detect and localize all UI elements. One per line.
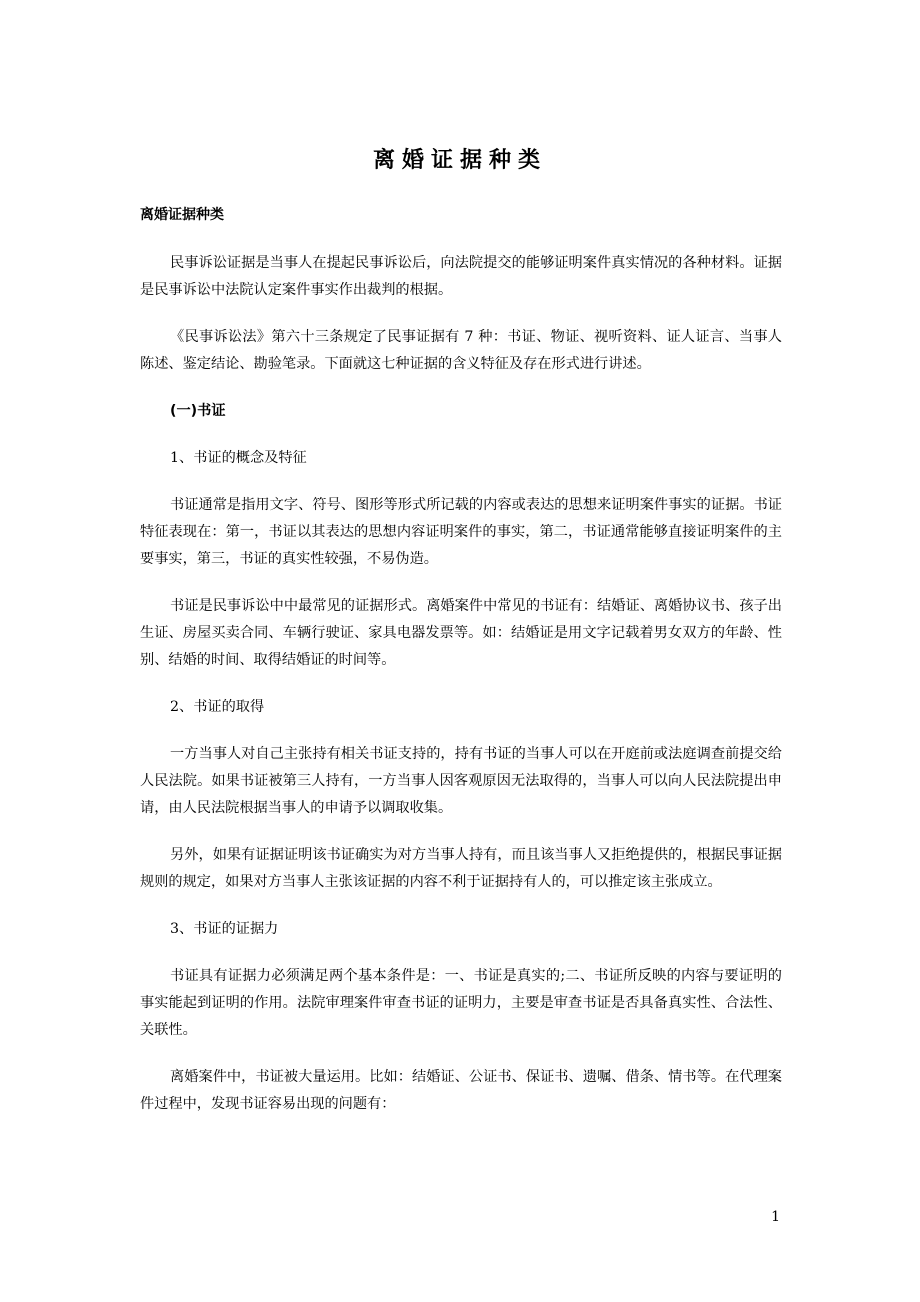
paragraph: 书证具有证据力必须满足两个基本条件是：一、书证是真实的;二、书证所反映的内容与要证明的事实能起到证明的作用。法院审理案件审查书证的证明力，主要是审查书证是否具备真实性、合法性、关联性。 bbox=[140, 968, 782, 1038]
paragraph: 书证通常是指用文字、符号、图形等形式所记载的内容或表达的思想来证明案件事实的证据。书证特征表现在：第一，书证以其表达的思想内容证明案件的事实，第二，书证通常能够直接证明案件的主要事实，第三，书证的真实性较强，不易伪造。 bbox=[140, 497, 782, 567]
subsection-heading: 1、书证的概念及特征 bbox=[170, 450, 307, 466]
paragraph: 《民事诉讼法》第六十三条规定了民事证据有 7 种：书证、物证、视听资料、证人证言、当事人陈述、鉴定结论、勘验笔录。下面就这七种证据的含义特征及存在形式进行讲述。 bbox=[140, 329, 782, 372]
paragraph: 一方当事人对自己主张持有相关书证支持的，持有书证的当事人可以在开庭前或法庭调查前提交给人民法院。如果书证被第三人持有，一方当事人因客观原因无法取得的，当事人可以向人民法院提出申请，由人民法院根据当事人的申请予以调取收集。 bbox=[140, 746, 782, 816]
subsection-heading: 2、书证的取得 bbox=[170, 699, 265, 715]
paragraph: 书证是民事诉讼中中最常见的证据形式。离婚案件中常见的书证有：结婚证、离婚协议书、孩子出生证、房屋买卖合同、车辆行驶证、家具电器发票等。如：结婚证是用文字记载着男女双方的年龄、性别、结婚的时间、取得结婚证的时间等。 bbox=[140, 598, 782, 668]
page-number: 1 bbox=[771, 1209, 780, 1225]
document-subtitle: 离婚证据种类 bbox=[140, 207, 224, 223]
document-title: 离婚证据种类 bbox=[372, 148, 547, 173]
document-body bbox=[140, 250, 782, 1138]
paragraph: 离婚案件中，书证被大量运用。比如：结婚证、公证书、保证书、遗嘱、借条、情书等。在代理案件过程中，发现书证容易出现的问题有： bbox=[140, 1069, 782, 1112]
paragraph: 民事诉讼证据是当事人在提起民事诉讼后，向法院提交的能够证明案件真实情况的各种材料。证据是民事诉讼中法院认定案件事实作出裁判的根据。 bbox=[140, 255, 782, 298]
paragraph: 另外，如果有证据证明该书证确实为对方当事人持有，而且该当事人又拒绝提供的，根据民事证据规则的规定，如果对方当事人主张该证据的内容不利于证据持有人的，可以推定该主张成立。 bbox=[140, 847, 782, 890]
subsection-heading: 3、书证的证据力 bbox=[170, 921, 279, 937]
section-heading: (一)书证 bbox=[170, 403, 226, 419]
